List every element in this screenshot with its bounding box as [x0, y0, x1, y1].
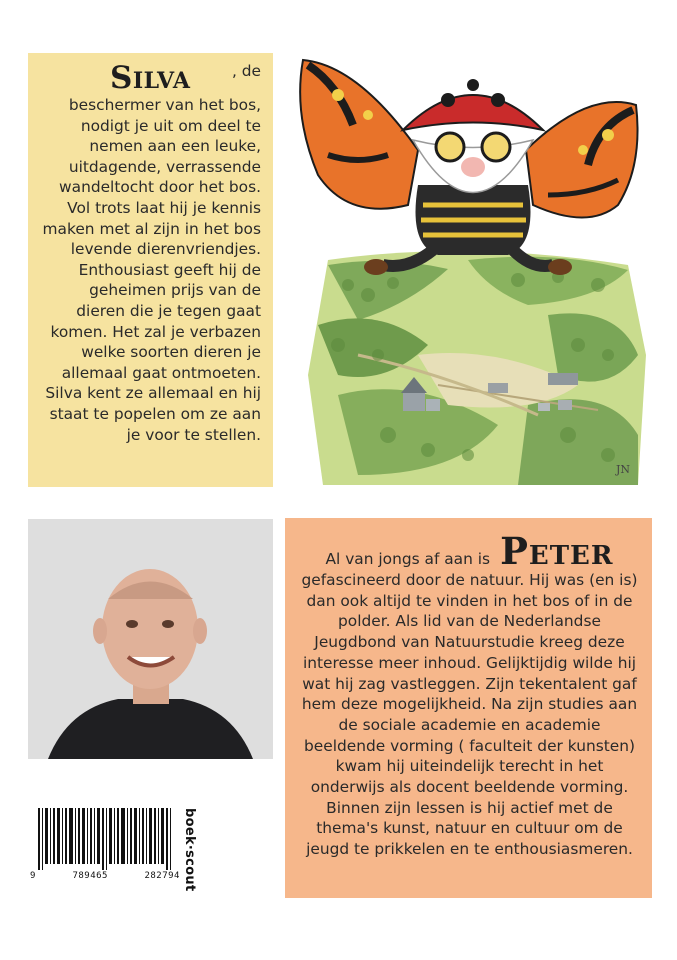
silva-text-box — [28, 53, 273, 487]
peter-text-box — [285, 518, 652, 898]
publisher-logo: boek·scout — [182, 808, 197, 892]
barcode-bars — [30, 808, 180, 870]
isbn-digit-prefix: 9 — [30, 871, 36, 881]
landscape-drawing — [308, 251, 646, 485]
isbn-number — [30, 871, 180, 881]
silva-body-text: , de beschermer van het bos, nodigt je uit om deel te nemen aan een leuke, uitdagende, verrassende wandeltocht door het bos. Vol trots laat hij je kennis maken met al zijn in het bos levende dierenvriendjes. Enthousiast geeft hij de geheimen prijs van de dieren die je tegen gaat komen. Het zal je verbazen welke soorten dieren je allemaal gaat ontmoeten. Silva kent ze allemaal en hij staat te popelen om ze aan je voor te stellen. — [42, 62, 261, 444]
peter-biography — [299, 529, 640, 860]
artist-signature: JN — [616, 463, 631, 476]
author-portrait-photo — [28, 519, 273, 759]
peter-body-text: gefascineerd door de natuur. Hij was (en is) dan ook altijd te vinden in het bos of in de polder. Als lid van de Nederlandse Jeugdbond van Natuurstudie kreeg deze interesse meer inhoud. Gelijktijdig wilde hij wat hij zag vastleggen. Zijn tekentalent gaf hem deze mogelijkheid. Na zijn studies aan de sociale academie en academie beeldende vorming ( faculteit der kunsten) kwam hij uiteindelijk terecht in het onderwijs als docent beeldende vorming. Binnen zijn lessen is hij actief met de thema's kunst, natuur en cultuur om de jeugd te prikkelen en te enthousiasmeren. — [301, 571, 638, 859]
peter-intro-text: Al van jongs af aan is — [325, 550, 491, 569]
isbn-barcode — [30, 808, 182, 884]
isbn-group-2: 282794 — [144, 871, 180, 881]
silva-description — [42, 61, 261, 445]
gnome-illustration — [298, 55, 646, 485]
peter-name-heading: Peter — [500, 529, 614, 573]
isbn-group-1: 789465 — [72, 871, 108, 881]
silva-name-heading: Silva — [110, 60, 191, 96]
